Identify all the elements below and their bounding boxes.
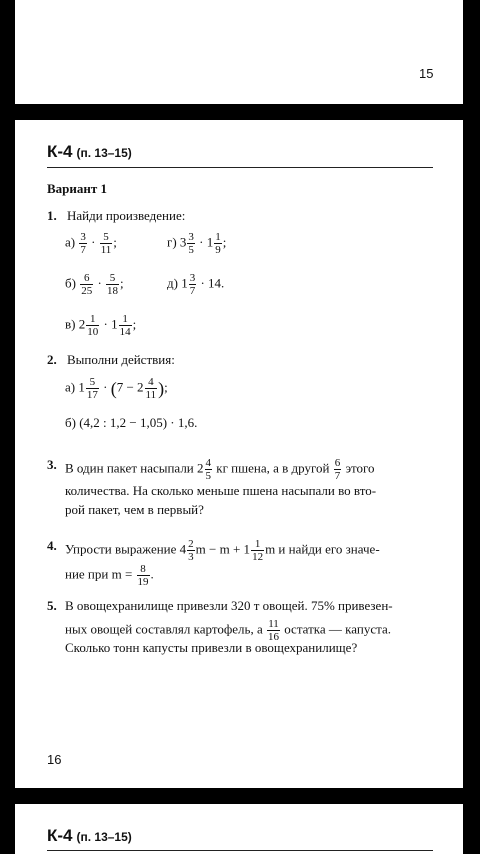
task2-item-b: б) (4,2 : 1,2 − 1,05) · 1,6.: [65, 415, 198, 430]
task5-line3: Сколько тонн капусты привезли в овощехранилище?: [65, 640, 358, 655]
task5-line2: ных овощей составлял картофель, а $\frac{11}{16}$ остатка — капуста.: [65, 618, 391, 643]
task1-item-g: г) 3 $\frac{3}{5}$ · 1 $\frac{1}{9}$ ;: [167, 231, 227, 256]
page-number: 15: [419, 66, 434, 81]
header-sections: (п. 13–15): [76, 830, 132, 844]
task1-item-v: в) 2 $\frac{1}{10}$ · 1 $\frac{1}{14}$ ;: [65, 313, 137, 338]
task1-item-b: б) $\frac{6}{25}$ · $\frac{5}{18}$ ;: [65, 272, 124, 297]
page-header: [47, 142, 132, 162]
variant-title: Вариант 1: [47, 181, 108, 196]
task1-item-d: д) 1 $\frac{3}{7}$ · 14.: [167, 272, 225, 297]
task3-number: 3.: [47, 457, 57, 472]
task1-number: 1.: [47, 208, 57, 223]
bottom-page: [15, 804, 463, 854]
main-page: [15, 120, 463, 788]
page-number: 16: [47, 752, 62, 767]
header-rule: [47, 850, 433, 851]
task4-line1: Упрости выражение 4 $\frac{2}{3}$ m − m + 1 $\frac{1}{12}$ m и найди его значе-: [65, 538, 380, 563]
task2-title: Выполни действия:: [67, 352, 175, 367]
task1-title: Найди произведение:: [67, 208, 186, 223]
task2-item-a: а) 1 $\frac{5}{17}$ · (7 − 2 $\frac{4}{11}$ );: [65, 376, 168, 401]
task2-number: 2.: [47, 352, 57, 367]
task1-item-a: а) $\frac{3}{7}$ · $\frac{5}{11}$ ;: [65, 231, 117, 256]
task4-number: 4.: [47, 538, 57, 553]
header-title: К-4: [47, 826, 73, 845]
task3-line1: В один пакет насыпали 2 $\frac{4}{5}$ кг пшена, а в другой $\frac{6}{7}$ этого: [65, 457, 375, 482]
task3-line2: количества. На сколько меньше пшена насыпали во вто-: [65, 483, 377, 498]
task5-number: 5.: [47, 598, 57, 613]
page-header: [47, 826, 132, 846]
task4-line2: ние при m = $\frac{8}{19}$ .: [65, 563, 154, 588]
top-page: [15, 0, 463, 104]
header-rule: [47, 167, 433, 168]
task5-line1: В овощехранилище привезли 320 т овощей. 75% привезен-: [65, 598, 393, 613]
header-title: К-4: [47, 142, 73, 161]
task3-line3: рой пакет, чем в первый?: [65, 502, 204, 517]
header-sections: (п. 13–15): [76, 146, 132, 160]
